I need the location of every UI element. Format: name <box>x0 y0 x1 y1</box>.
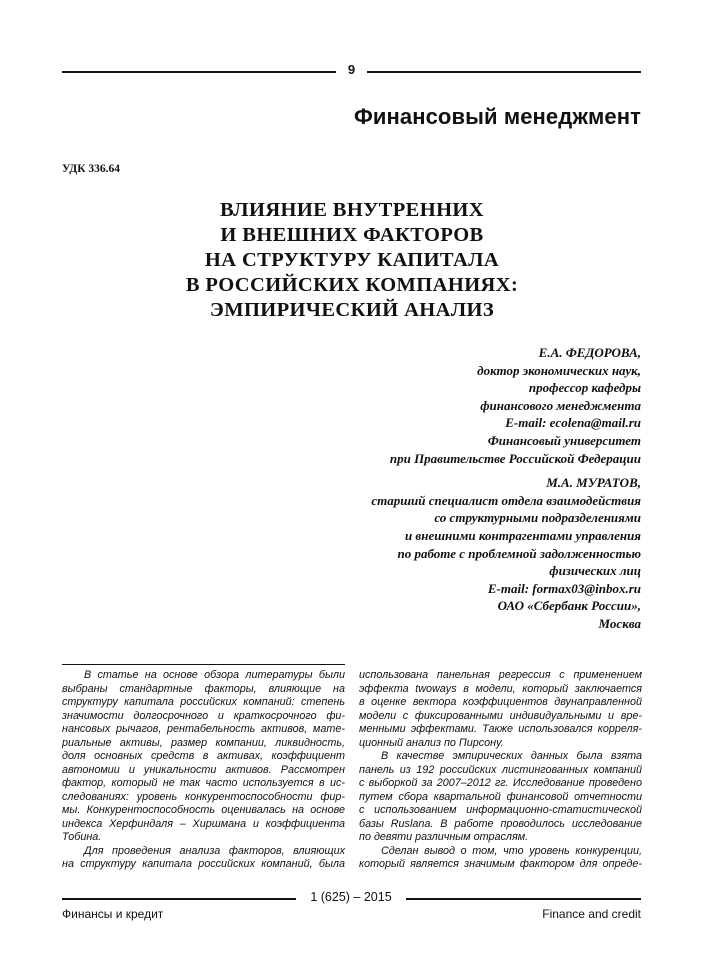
abstract-line: В статье на основе обзора литературы были <box>84 669 345 681</box>
abstract-column-left <box>62 669 345 872</box>
abstract-line: который является значимым фактором для опреде- <box>359 858 642 870</box>
author-city: Москва <box>598 615 641 631</box>
author-position: старший специалист отдела взаимодействия <box>371 492 641 508</box>
author-email: E-mail: ecolena@mail.ru <box>505 415 641 431</box>
abstract-line: ционный анализ по Пирсону. <box>359 736 504 749</box>
abstract-line: доля основных средств в активах, коэффициент <box>62 750 345 762</box>
author-name: Е.А. ФЕДОРОВА, <box>538 345 641 360</box>
abstract-line: Для проведения анализа факторов, влияющих <box>84 844 345 857</box>
abstract-line: фактор, который не так часто используется в ис- <box>62 777 345 789</box>
abstract-line: в оценке вектора коэффициентов двунаправленной <box>359 696 642 708</box>
abstract-line: выбраны стандартные факторы, влияющие на <box>62 682 345 695</box>
author-name: М.А. МУРАТОВ, <box>546 475 641 491</box>
abstract-line: автономии и уникальности активов. Рассмотрен <box>62 763 345 776</box>
abstract-line: индекса Херфиндаля – Хиршмана и коэффициента <box>62 817 345 830</box>
abstract-line: на структуру капитала российских компаний, была <box>62 858 345 870</box>
author-position: со структурными подразделениями <box>434 510 641 526</box>
title-line: ЭМПИРИЧЕСКИЙ АНАЛИЗ <box>209 299 495 321</box>
abstract-line: использована панельная регрессия с применением <box>359 669 642 681</box>
abstract-line: эффекта twoways в модели, который заключается <box>359 682 642 695</box>
title-line: В РОССИЙСКИХ КОМПАНИЯХ: <box>185 274 519 296</box>
author-affiliation: ОАО «Сбербанк России», <box>497 598 641 614</box>
abstract-line: следованиях: уровень конкурентоспособности фир- <box>62 790 345 803</box>
author-position: по работе с проблемной задолженностью <box>397 545 641 561</box>
author-position: и внешними контрагентами управления <box>404 527 641 543</box>
footer-rule-right <box>406 898 641 900</box>
abstract-line: значимости долгосрочного и краткосрочного фи- <box>62 709 345 722</box>
author-degree: доктор экономических наук, <box>477 362 641 378</box>
abstract-line: Сделан вывод о том, что уровень конкуренции, <box>381 844 642 857</box>
title-line: ВЛИЯНИЕ ВНУТРЕННИХ <box>220 199 484 221</box>
abstract-line: по девяти различным отраслям. <box>359 831 529 843</box>
author-muratov <box>371 474 641 632</box>
abstract-line: структуру капитала российских компаний: степень <box>62 696 345 708</box>
abstract-line: модели с фиксированными индивидуальными и вре- <box>359 709 642 722</box>
page-number: 9 <box>347 62 356 77</box>
authors-block <box>371 344 641 633</box>
author-fedorova <box>371 344 641 467</box>
issue-number: 1 (625) – 2015 <box>310 890 392 904</box>
abstract-line: В качестве эмпирических данных была взята <box>381 750 642 762</box>
abstract-rule <box>62 664 345 665</box>
section-title: Финансовый менеджмент <box>353 104 641 129</box>
journal-name-en: Finance and credit <box>542 907 641 921</box>
abstract-line: с выборкой за 2007–2012 гг. Исследование проведено <box>359 777 642 789</box>
title-line: НА СТРУКТУРУ КАПИТАЛА <box>204 249 500 271</box>
header-rule-left <box>62 71 336 73</box>
abstract-line: менными эффектами. Также использовался корреля- <box>359 723 642 735</box>
title-line: И ВНЕШНИХ ФАКТОРОВ <box>220 224 484 246</box>
author-affiliation: при Правительстве Российской Федерации <box>389 450 641 466</box>
header-rule-right <box>367 71 641 73</box>
author-department: финансового менеджмента <box>480 397 641 413</box>
abstract-line: риальные активы, размер компании, ликвидность, <box>62 736 345 749</box>
udc-code: УДК 336.64 <box>62 163 121 175</box>
article-title <box>62 198 642 323</box>
abstract-line: мы. Конкурентоспособность оценивалась на основе <box>62 804 345 816</box>
journal-name-ru: Финансы и кредит <box>62 907 164 921</box>
author-email: E-mail: formax03@inbox.ru <box>487 580 641 596</box>
abstract-line: панель из 192 российских листингованных компаний <box>359 763 642 776</box>
abstract-column-right <box>359 669 642 872</box>
author-position: профессор кафедры <box>528 380 641 396</box>
footer-rule-left <box>62 898 296 900</box>
author-affiliation: Финансовый университет <box>487 432 641 448</box>
abstract-line: путем сбора квартальной финансовой отчетности <box>359 790 642 803</box>
abstract-line: нансовых рычагов, рентабельность активов, мате- <box>62 723 345 735</box>
abstract-line: базы Ruslana. В работе проводилось исследование <box>359 817 642 830</box>
author-position: физических лиц <box>549 563 641 579</box>
abstract-line: с использованием информационно-статистической <box>359 804 642 816</box>
abstract-line: Тобина. <box>62 831 102 843</box>
